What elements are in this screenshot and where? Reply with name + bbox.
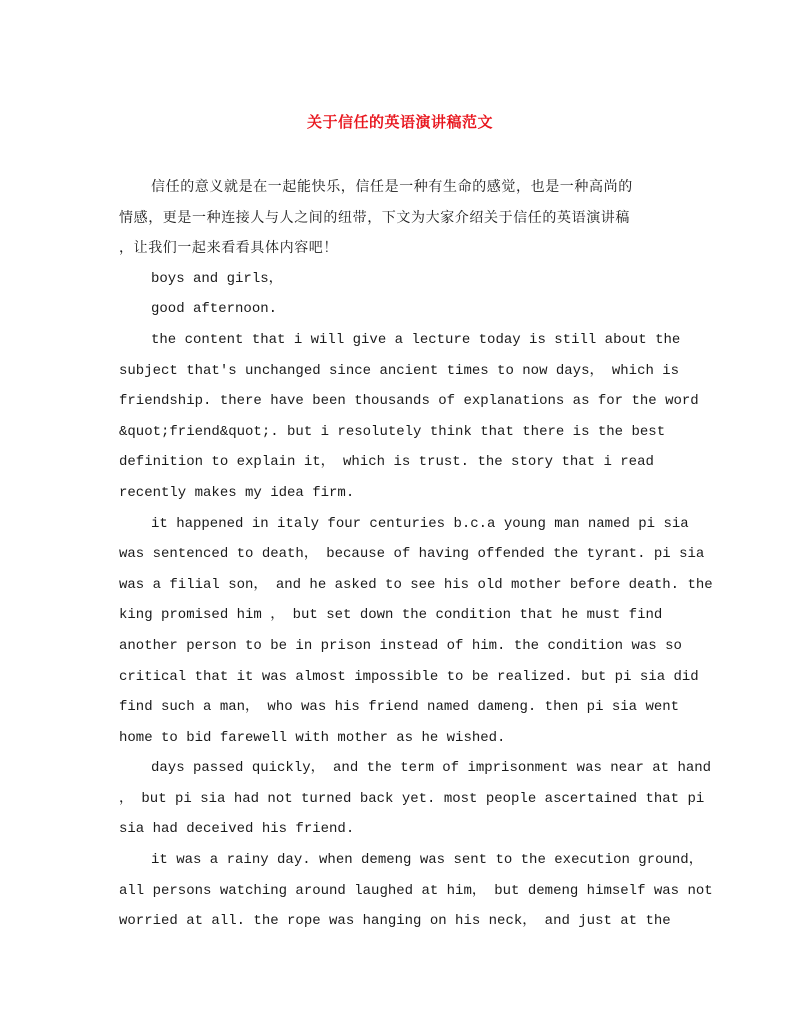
paragraph-line: was sentenced to death， because of having offended the tyrant. pi sia — [119, 546, 705, 563]
paragraph-line: definition to explain it， which is trust. the story that i read — [119, 454, 654, 471]
paragraph-line: good afternoon. — [151, 301, 278, 318]
paragraph-line: was a filial son， and he asked to see his old mother before death. the — [119, 576, 713, 593]
paragraph-line: sia had deceived his friend. — [119, 821, 355, 838]
paragraph-line: days passed quickly， and the term of imprisonment was near at hand — [151, 760, 712, 777]
paragraph-line: all persons watching around laughed at him， but demeng himself was not — [119, 882, 713, 899]
paragraph-line: king promised him ， but set down the condition that he must find — [119, 607, 663, 624]
paragraph-line: worried at all. the rope was hanging on his neck， and just at the — [119, 913, 671, 930]
paragraph-line: 信任的意义就是在一起能快乐，信任是一种有生命的感觉，也是一种高尚的 — [151, 179, 633, 195]
paragraph-line: recently makes my idea firm. — [119, 484, 355, 501]
paragraph-line: it happened in italy four centuries b.c.a young man named pi sia — [151, 515, 689, 532]
paragraph-line: it was a rainy day. when demeng was sent to the execution ground， — [151, 852, 703, 869]
paragraph-line: 情感，更是一种连接人与人之间的纽带，下文为大家介绍关于信任的英语演讲稿 — [119, 209, 630, 226]
paragraph-line: find such a man， who was his friend named dameng. then pi sia went — [119, 699, 680, 716]
document-title: 关于信任的英语演讲稿范文 — [306, 113, 493, 131]
paragraph-line: home to bid farewell with mother as he wished. — [119, 729, 506, 746]
paragraph-line: the content that i will give a lecture today is still about the — [151, 331, 681, 348]
paragraph-line: &quot;friend&quot;. but i resolutely think that there is the best — [119, 423, 666, 440]
paragraph-line: ，让我们一起来看看具体内容吧！ — [119, 240, 338, 257]
paragraph-line: boys and girls， — [151, 270, 283, 287]
document-body — [119, 172, 713, 937]
paragraph-line: friendship. there have been thousands of explanations as for the word — [119, 393, 699, 410]
paragraph-line: another person to be in prison instead of him. the condition was so — [119, 637, 682, 654]
paragraph-line: ， but pi sia had not turned back yet. most people ascertained that pi — [119, 790, 705, 807]
paragraph-line: subject that's unchanged since ancient times to now days， which is — [119, 362, 680, 379]
paragraph-line: critical that it was almost impossible to be realized. but pi sia did — [119, 668, 699, 685]
